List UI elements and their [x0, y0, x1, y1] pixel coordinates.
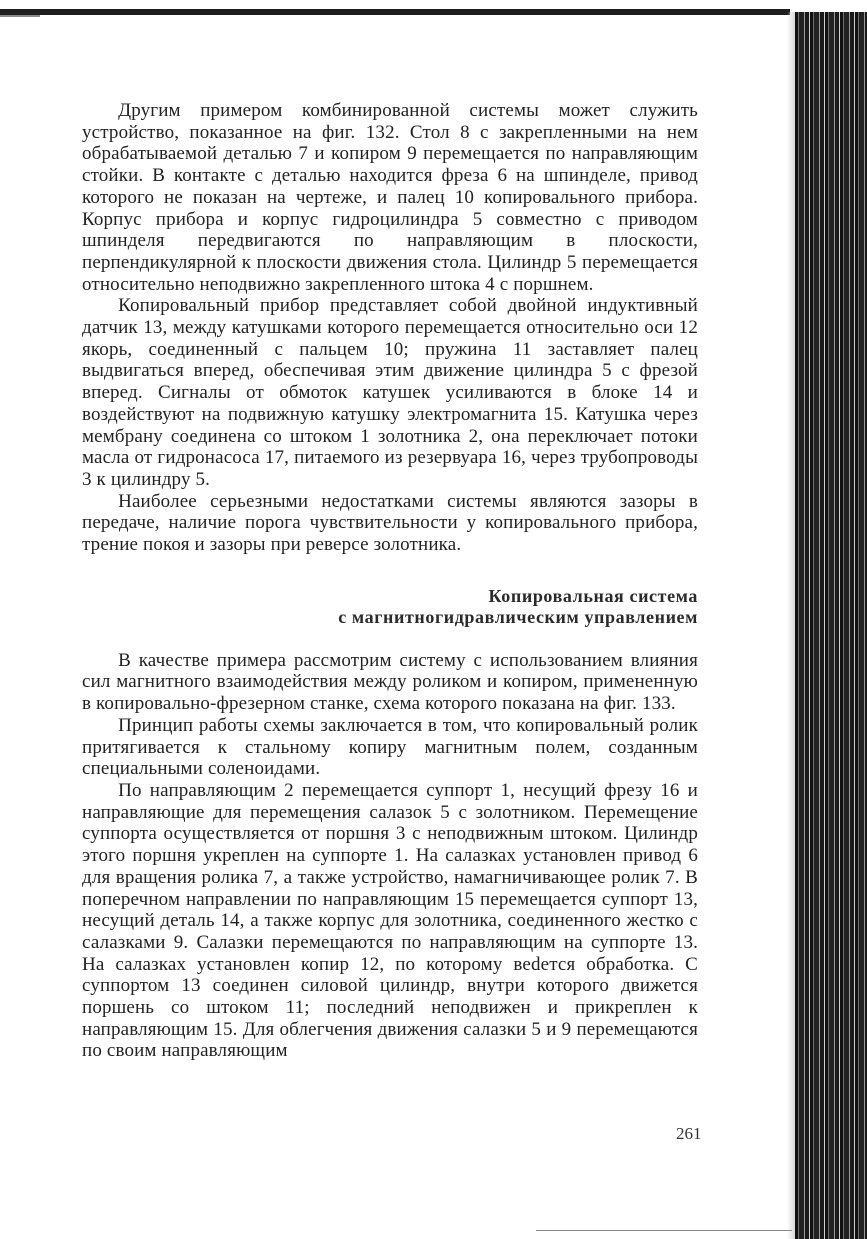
section-heading-line-1: Копировальная система — [488, 585, 698, 606]
book-binding-edge — [795, 12, 867, 1239]
paragraph-operating-principle: Принцип работы схемы заключается в том, что копировальный ролик притягивается к стальному копиру магнитным полем, созданным специальными соленоидами. — [82, 714, 698, 780]
top-rule — [0, 9, 790, 15]
section-heading-line-2: с магнитногидравлическим управлением — [338, 606, 698, 627]
paragraph-copy-device: Копировальный прибор представляет собой двойной индуктивный датчик 13, между катушками которого перемещается относительно оси 12 якорь, соединенный с пальцем 10; пружина 11 заставляет палец выдвигаться вперед, обеспечивая этим движение цилиндра 5 с фрезой вперед. Сигналы от обмоток катушек усиливаются в блоке 14 и воздействуют на подвижную катушку электромагнита 15. Катушка через мембрану соединена со штоком 1 золотника 2, она переключает потоки масла от гидронасоса 17, питаемого из резервуара 16, через трубопроводы 3 к цилиндру 5. — [82, 295, 698, 490]
page-number: 261 — [676, 1124, 702, 1143]
binding-shadow — [787, 12, 795, 1239]
paragraph-combined-system-example: Другим примером комбинированной системы может служить устройство, показанное на фиг. 132. Стол 8 с закрепленными на нем обрабатываемой деталью 7 и копиром 9 перемещается по направляющим стойки. В контакте с деталью находится фреза 6 на шпинделе, привод которого не показан на чертеже, и палец 10 копировального прибора. Корпус прибора и корпус гидроцилиндра 5 совместно с приводом шпинделя передвигаются по направляющим в плоскости, перпендикулярной к плоскости движения стола. Цилиндр 5 перемещается относительно неподвижно закрепленного штока 4 с поршнем. — [82, 100, 698, 295]
section-heading — [82, 586, 698, 628]
paragraph-system-drawbacks: Наиболее серьезными недостатками системы являются зазоры в передаче, наличие порога чувствительности у копировального прибора, трение покоя и зазоры при реверсе золотника. — [82, 490, 698, 556]
paragraph-magnetic-example: В качестве примера рассмотрим систему с использованием влияния сил магнитного взаимодействия между роликом и копиром, примененную в копировально-фрезерном станке, схема которого показана на фиг. 133. — [82, 649, 698, 715]
top-rule-tail — [0, 15, 40, 17]
paragraph-guides-description: По направляющим 2 перемещается суппорт 1, несущий фрезу 16 и направляющие для перемещения салазок 5 с золотником. Перемещение суппорта осуществляется от поршня 3 с неподвижным штоком. Цилиндр этого поршня укреплен на суппорте 1. На салазках установлен привод 6 для вращения ролика 7, а также устройство, намагничивающее ролик 7. В поперечном направлении по направляющим 15 перемещается суппорт 13, несущий деталь 14, а также корпус для золотника, соединенного жестко с салазками 9. Салазки перемещаются по направляющим на суппорте 13. На салазках установлен копир 12, по которому веdется обработка. С суппортом 13 соединен силовой цилиндр, внутри которого движется поршень со штоком 11; последний неподвижен и прикреплен к направляющим 15. Для облегчения движения салазки 5 и 9 перемещаются по своим направляющим — [82, 779, 698, 1062]
page-text-block — [82, 100, 698, 1062]
bottom-scan-line — [536, 1230, 792, 1231]
